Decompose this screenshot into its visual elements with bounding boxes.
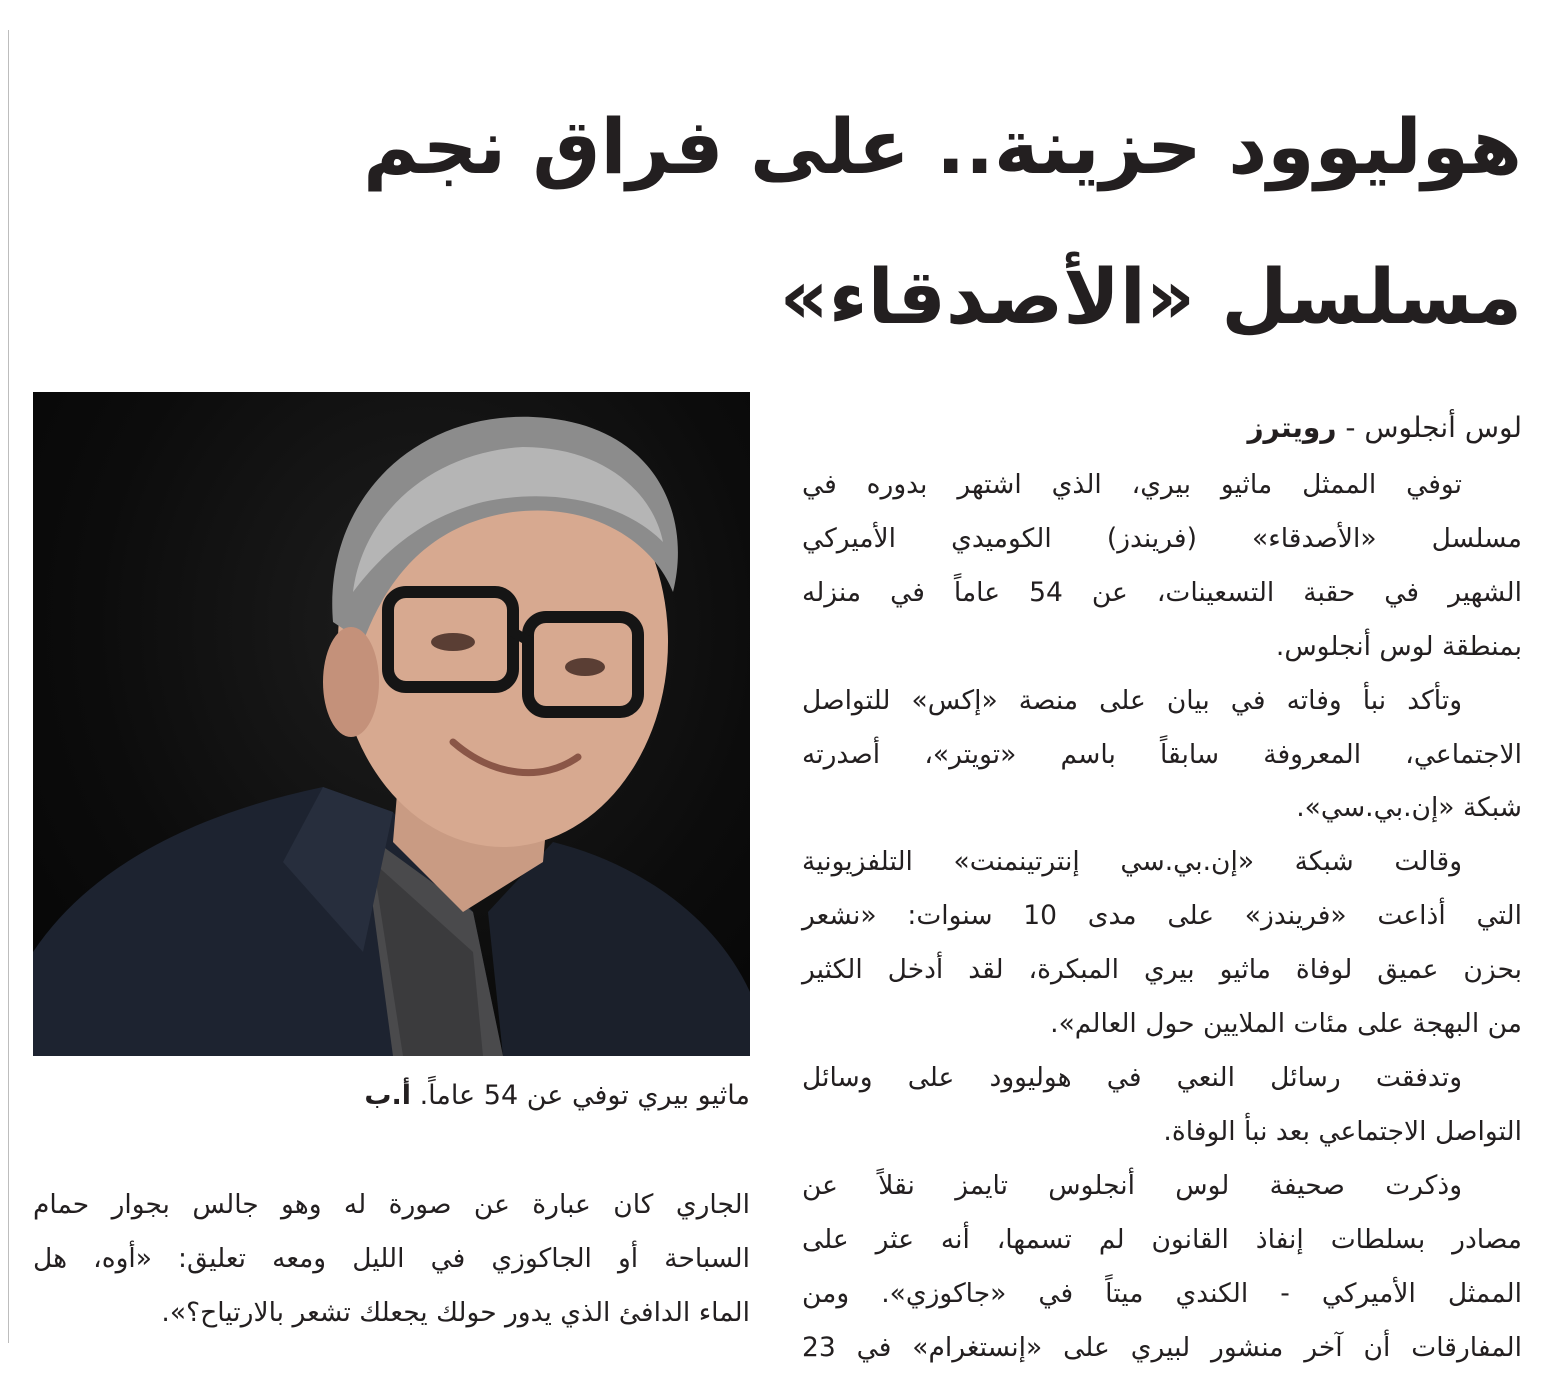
dateline-agency: رويترز — [1247, 411, 1336, 444]
portrait-illustration — [33, 392, 750, 1056]
dateline-city: لوس أنجلوس - — [1345, 411, 1522, 444]
dateline — [802, 398, 1522, 458]
body-line: وقالت شبكة «إن.بي.سي إنترتينمنت» التلفزيونية — [802, 835, 1522, 889]
body-line: الماء الدافئ الذي يدور حولك يجعلك تشعر بالارتياح؟». — [33, 1286, 750, 1340]
body-line: بحزن عميق لوفاة ماثيو بيري المبكرة، لقد أدخل الكثير — [802, 943, 1522, 997]
body-line: من البهجة على مئات الملايين حول العالم». — [802, 997, 1522, 1051]
headline-line-2: مسلسل «الأصدقاء» — [102, 222, 1522, 372]
body-line: الممثل الأميركي - الكندي ميتاً في «جاكوزي». ومن — [802, 1267, 1522, 1321]
body-line: وتأكد نبأ وفاته في بيان على منصة «إكس» للتواصل — [802, 674, 1522, 728]
headline-line-1: هوليوود حزينة.. على فراق نجم — [102, 72, 1522, 222]
body-line: توفي الممثل ماثيو بيري، الذي اشتهر بدوره في — [802, 458, 1522, 512]
body-line: شبكة «إن.بي.سي». — [802, 781, 1522, 835]
body-line: مسلسل «الأصدقاء» (فريندز) الكوميدي الأميركي — [802, 512, 1522, 566]
caption-text: ماثيو بيري توفي عن 54 عاماً. — [420, 1080, 750, 1111]
column-rule — [8, 30, 9, 1343]
article-body-left — [33, 1178, 750, 1340]
article-column-left — [33, 1178, 750, 1340]
body-line: التواصل الاجتماعي بعد نبأ الوفاة. — [802, 1105, 1522, 1159]
body-line: التي أذاعت «فريندز» على مدى 10 سنوات: «نشعر — [802, 889, 1522, 943]
body-line: الاجتماعي، المعروفة سابقاً باسم «تويتر»، أصدرته — [802, 728, 1522, 782]
body-line: السباحة أو الجاكوزي في الليل ومعه تعليق: «أوه، هل — [33, 1232, 750, 1286]
body-line: مصادر بسلطات إنفاذ القانون لم تسمها، أنه عثر على — [802, 1213, 1522, 1267]
body-line: وتدفقت رسائل النعي في هوليوود على وسائل — [802, 1051, 1522, 1105]
headline — [102, 72, 1522, 372]
body-line: وذكرت صحيفة لوس أنجلوس تايمز نقلاً عن — [802, 1159, 1522, 1213]
body-line: الجاري كان عبارة عن صورة له وهو جالس بجوار حمام — [33, 1178, 750, 1232]
body-line: بمنطقة لوس أنجلوس. — [802, 620, 1522, 674]
article-body-right — [802, 458, 1522, 1374]
body-line: الشهير في حقبة التسعينات، عن 54 عاماً في منزله — [802, 566, 1522, 620]
photo-caption — [33, 1074, 750, 1118]
body-line: المفارقات أن آخر منشور لبيري على «إنستغرام» في 23 — [802, 1321, 1522, 1374]
article-photo — [33, 392, 750, 1056]
article-column-right — [802, 398, 1522, 1374]
caption-credit: أ.ب — [364, 1080, 411, 1111]
